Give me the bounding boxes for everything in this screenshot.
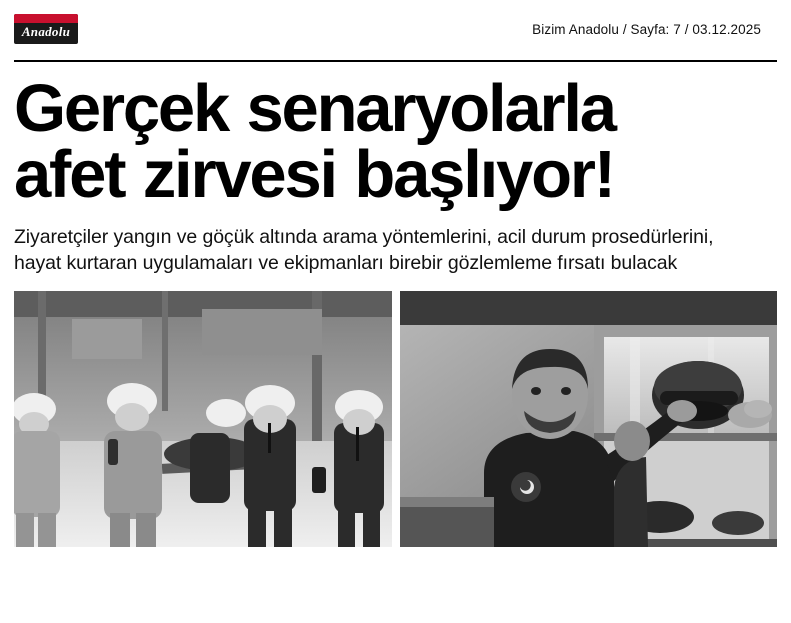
newspaper-logo-icon <box>14 14 78 44</box>
headline-line-1: Gerçek senaryolarla <box>14 71 615 146</box>
page-title <box>14 71 777 212</box>
headline-line-2: afet zirvesi başlıyor! <box>14 136 614 212</box>
photo-exhibitor-helmet-display <box>400 291 777 547</box>
masthead-divider <box>14 60 777 62</box>
masthead <box>14 0 777 58</box>
source-line: Bizim Anadolu / Sayfa: 7 / 03.12.2025 <box>532 21 761 37</box>
photo-rescue-team-stretcher <box>14 291 392 547</box>
deck-line-2: hayat kurtaran uygulamaları ve ekipmanları birebir gözlemleme fırsatı bulacak <box>14 252 678 275</box>
logo-text: Anadolu <box>21 24 71 39</box>
article-deck <box>14 225 777 277</box>
photo-row <box>14 291 777 547</box>
deck-line-1: Ziyaretçiler yangın ve göçük altında arama yöntemlerini, acil durum prosedürlerini, <box>14 226 714 249</box>
